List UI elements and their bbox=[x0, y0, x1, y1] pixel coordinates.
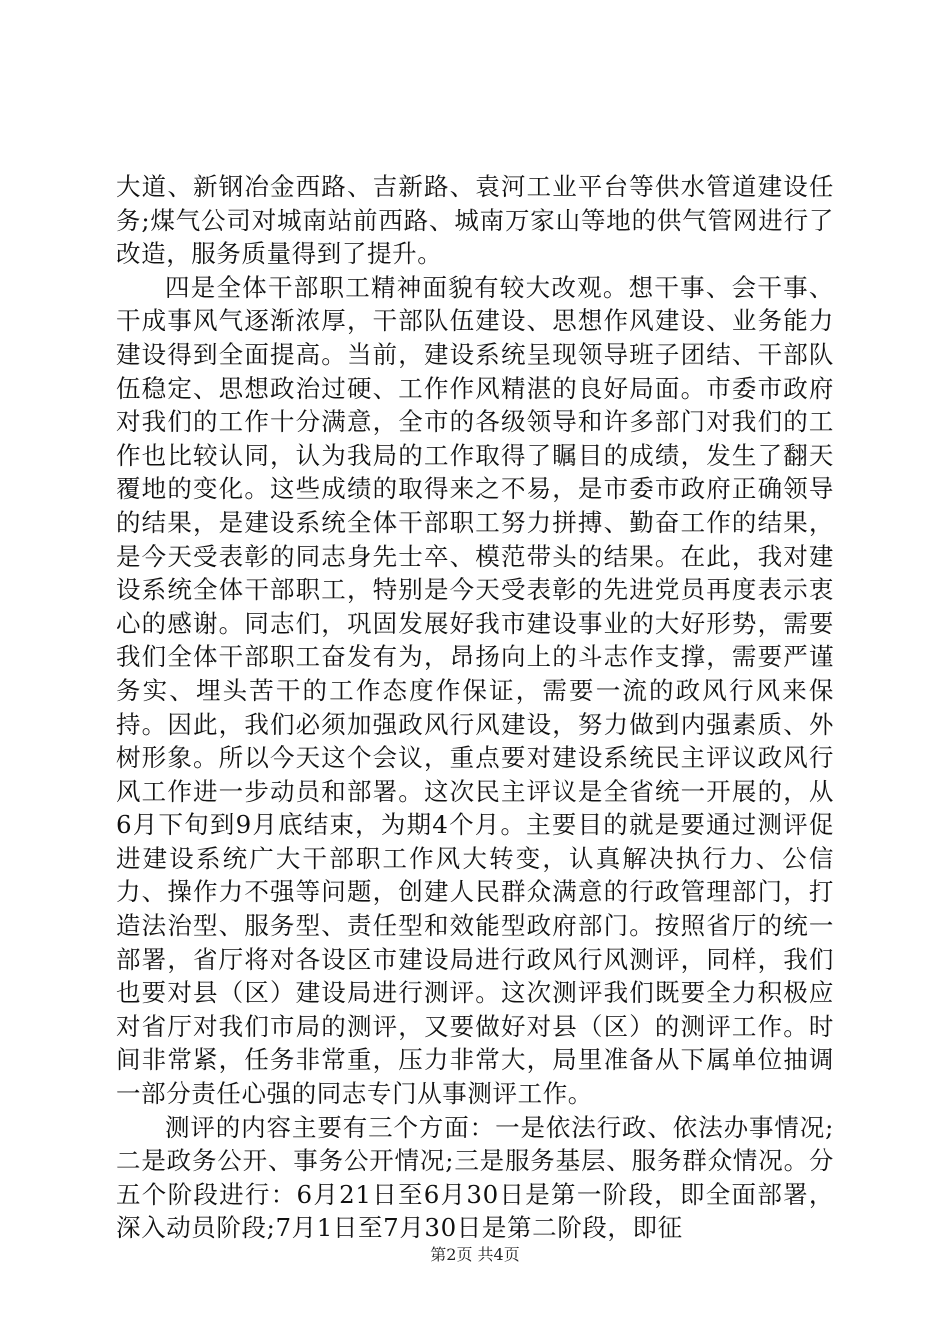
paragraph-1: 大道、新钢冶金西路、吉新路、袁河工业平台等供水管道建设任务;煤气公司对城南站前西路、城南万家山等地的供气管网进行了改造，服务质量得到了提升。 bbox=[116, 172, 834, 269]
paragraph-3: 测评的内容主要有三个方面：一是依法行政、依法办事情况;二是政务公开、事务公开情况;三是服务基层、服务群众情况。分五个阶段进行：6月21日至6月30日是第一阶段，即全面部署，深入动员阶段;7月1日至7月30日是第二阶段，即征 bbox=[116, 1112, 834, 1243]
page-footer: 第2页 共4页 bbox=[430, 1245, 520, 1264]
document-body bbox=[116, 170, 834, 1245]
paragraph-2: 四是全体干部职工精神面貌有较大改观。想干事、会干事、干成事风气逐渐浓厚，干部队伍建设、思想作风建设、业务能力建设得到全面提高。当前，建设系统呈现领导班子团结、干部队伍稳定、思想政治过硬、工作作风精湛的良好局面。市委市政府对我们的工作十分满意，全市的各级领导和许多部门对我们的工作也比较认同，认为我局的工作取得了瞩目的成绩，发生了翻天覆地的变化。这些成绩的取得来之不易，是市委市政府正确领导的结果，是建设系统全体干部职工努力拼搏、勤奋工作的结果，是今天受表彰的同志身先士卒、模范带头的结果。在此，我对建设系统全体干部职工，特别是今天受表彰的先进党员再度表示衷心的感谢。同志们，巩固发展好我市建设事业的大好形势，需要我们全体干部职工奋发有为，昂扬向上的斗志作支撑，需要严谨务实、埋头苦干的工作态度作保证，需要一流的政风行风来保持。因此，我们必须加强政风行风建设，努力做到内强素质、外树形象。所以今天这个会议，重点要对建设系统民主评议政风行风工作进一步动员和部署。这次民主评议是全省统一开展的，从6月下旬到9月底结束，为期4个月。主要目的就是要通过测评促进建设系统广大干部职工作风大转变，认真解决执行力、公信力、操作力不强等问题，创建人民群众满意的行政管理部门，打造法治型、服务型、责任型和效能型政府部门。按照省厅的统一部署，省厅将对各设区市建设局进行政风行风测评，同样，我们也要对县（区）建设局进行测评。这次测评我们既要全力积极应对省厅对我们市局的测评，又要做好对县（区）的测评工作。时间非常紧，任务非常重，压力非常大，局里准备从下属单位抽调一部分责任心强的同志专门从事测评工作。 bbox=[116, 272, 834, 1109]
